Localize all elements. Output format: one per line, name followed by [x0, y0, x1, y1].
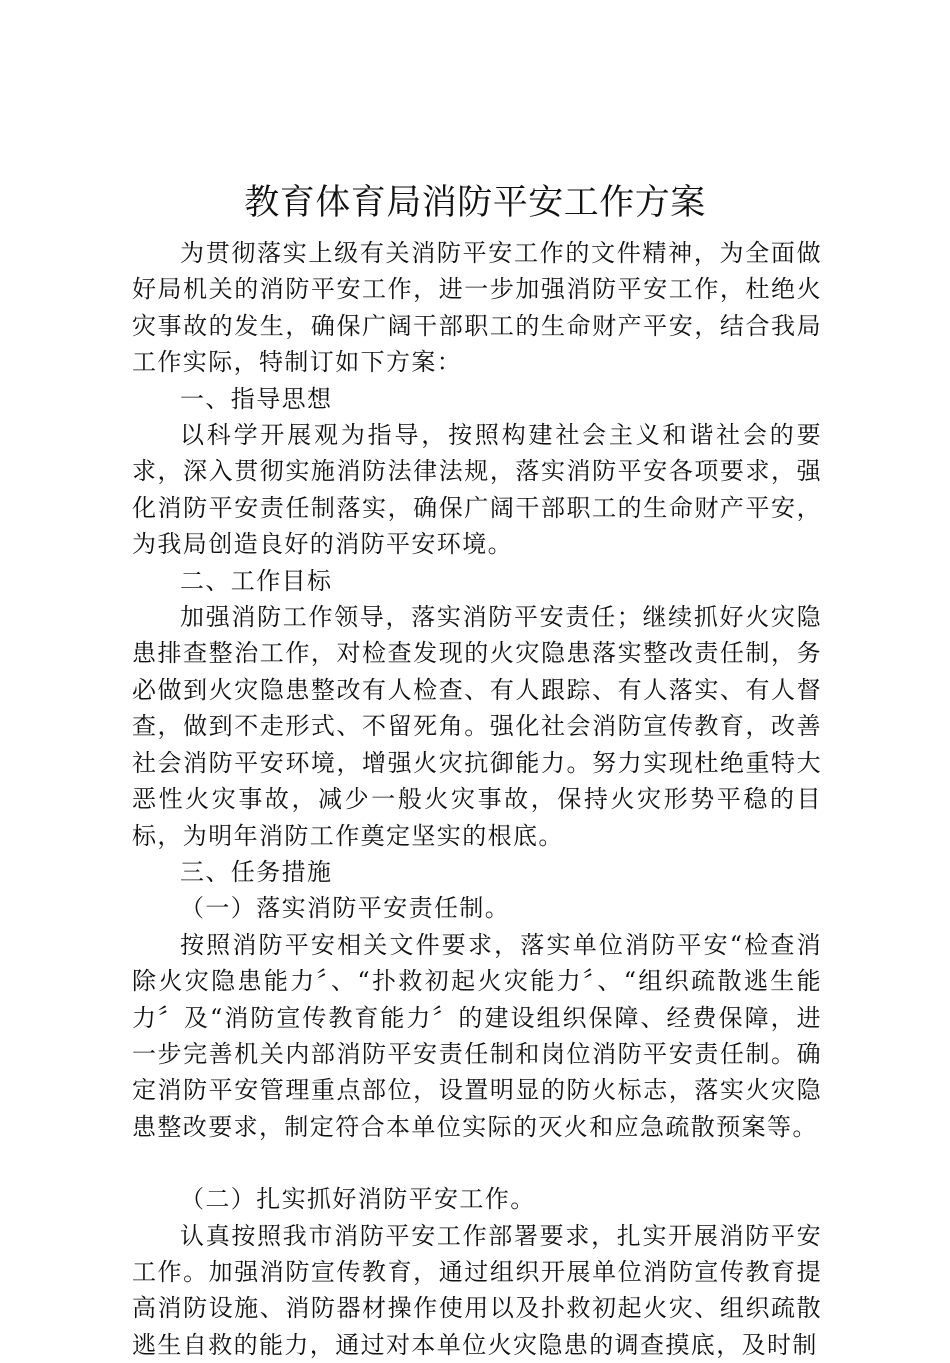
- section-heading-task-measures: 三、任务措施: [180, 857, 333, 886]
- intro-paragraph: 为贯彻落实上级有关消防平安工作的文件精神，为全面做好局机关的消防平安工作，进一步加强消防平安工作，杜绝火灾事故的发生，确保广阔干部职工的生命财产平安，结合我局工作实际，特制订如下方案：: [132, 239, 822, 377]
- document-body: [132, 235, 822, 1363]
- subsection-heading-safety-work: （二）扎实抓好消防平安工作。: [180, 1185, 536, 1214]
- document-title: 教育体育局消防平安工作方案: [244, 183, 706, 223]
- section-heading-work-goals: 二、工作目标: [180, 566, 333, 595]
- paragraph-gap: [132, 1145, 822, 1181]
- safety-work-paragraph: 认真按照我市消防平安工作部署要求，扎实开展消防平安工作。加强消防宣传教育，通过组织开展单位消防宣传教育提高消防设施、消防器材操作使用以及扑救初起火灾、组织疏散逃生自救的能力，通过对本单位火灾隐患的调查摸底，及时制: [132, 1221, 822, 1359]
- section-heading-guiding-thought: 一、指导思想: [180, 384, 333, 413]
- work-goals-paragraph: 加强消防工作领导，落实消防平安责任；继续抓好火灾隐患排查整治工作，对检查发现的火灾隐患落实整改责任制，务必做到火灾隐患整改有人检查、有人跟踪、有人落实、有人督查，做到不走形式、不留死角。强化社会消防宣传教育，改善社会消防平安环境，增强火灾抗御能力。努力实现杜绝重特大恶性火灾事故，减少一般火灾事故，保持火灾形势平稳的目标，为明年消防工作奠定坚实的根底。: [132, 603, 822, 850]
- guiding-thought-paragraph: 以科学开展观为指导，按照构建社会主义和谐社会的要求，深入贯彻实施消防法律法规，落实消防平安各项要求，强化消防平安责任制落实，确保广阔干部职工的生命财产平安，为我局创造良好的消防平安环境。: [132, 421, 822, 559]
- subsection-heading-responsibility: （一）落实消防平安责任制。: [180, 894, 511, 923]
- responsibility-paragraph: 按照消防平安相关文件要求，落实单位消防平安“检查消除火灾隐患能力〞、“扑救初起火灾能力〞、“组织疏散逃生能力〞及“消防宣传教育能力〞的建设组织保障、经费保障，进一步完善机关内部消防平安责任制和岗位消防平安责任制。确定消防平安管理重点部位，设置明显的防火标志，落实火灾隐患整改要求，制定符合本单位实际的灭火和应急疏散预案等。: [132, 930, 822, 1141]
